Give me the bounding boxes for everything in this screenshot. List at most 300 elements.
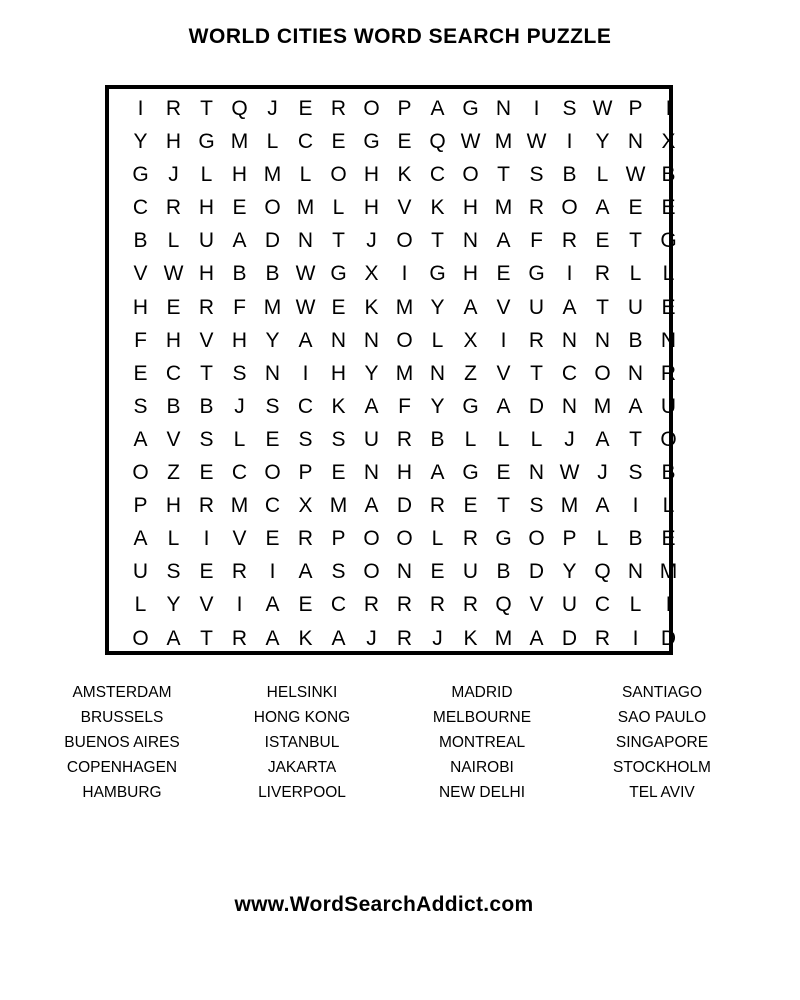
letter-grid (124, 92, 685, 655)
grid-letter[interactable]: E (199, 461, 214, 485)
grid-letter[interactable]: W (526, 130, 547, 154)
grid-letter[interactable]: L (266, 130, 279, 154)
grid-letter[interactable]: E (595, 229, 610, 253)
grid-letter[interactable]: Y (364, 361, 379, 385)
grid-letter[interactable]: C (165, 361, 182, 385)
grid-letter[interactable]: Z (464, 361, 477, 385)
grid-letter[interactable]: A (298, 560, 313, 584)
grid-letter[interactable]: V (199, 328, 214, 352)
grid-letter[interactable]: A (133, 427, 148, 451)
grid-letter[interactable]: N (462, 229, 479, 253)
grid-letter[interactable]: R (462, 527, 479, 551)
grid-letter[interactable]: E (661, 196, 676, 220)
grid-letter[interactable]: G (528, 262, 545, 286)
grid-letter[interactable]: M (494, 130, 513, 154)
grid-letter[interactable]: J (366, 229, 377, 253)
grid-letter[interactable]: U (363, 427, 380, 451)
grid-letter[interactable]: R (594, 626, 611, 650)
grid-letter[interactable]: S (529, 163, 544, 187)
grid-letter[interactable]: T (530, 361, 543, 385)
grid-letter[interactable]: L (332, 196, 345, 220)
grid-letter[interactable]: V (529, 593, 544, 617)
grid-letter[interactable]: T (629, 229, 642, 253)
grid-letter[interactable]: C (231, 461, 248, 485)
grid-letter[interactable]: H (396, 461, 413, 485)
grid-letter[interactable]: B (199, 394, 214, 418)
grid-letter[interactable]: E (661, 527, 676, 551)
grid-letter[interactable]: G (429, 262, 446, 286)
grid-letter[interactable]: J (366, 626, 377, 650)
grid-letter[interactable]: O (330, 163, 347, 187)
grid-letter[interactable]: Y (166, 593, 181, 617)
grid-letter[interactable]: R (165, 196, 182, 220)
grid-letter[interactable]: W (592, 97, 613, 120)
grid-letter[interactable]: H (231, 328, 248, 352)
grid-letter[interactable]: N (264, 361, 281, 385)
grid-letter[interactable]: W (295, 295, 316, 319)
grid-letter[interactable]: U (198, 229, 215, 253)
grid-letter[interactable]: B (628, 527, 643, 551)
grid-letter[interactable]: O (363, 560, 380, 584)
grid-letter[interactable]: I (632, 494, 639, 518)
grid-letter[interactable]: I (566, 130, 573, 154)
grid-letter[interactable]: Y (430, 295, 445, 319)
grid-letter[interactable]: O (528, 527, 545, 551)
grid-letter[interactable]: L (167, 229, 180, 253)
grid-letter[interactable]: L (629, 593, 642, 617)
grid-letter[interactable]: R (660, 361, 677, 385)
grid-letter[interactable]: W (625, 163, 646, 187)
grid-letter[interactable]: T (629, 427, 642, 451)
grid-letter[interactable]: C (330, 593, 347, 617)
grid-row (124, 158, 685, 191)
grid-letter[interactable]: T (200, 361, 213, 385)
grid-letter[interactable]: R (363, 593, 380, 617)
grid-letter[interactable]: N (363, 461, 380, 485)
word-list-item: AMSTERDAM (72, 684, 172, 701)
grid-letter[interactable]: D (660, 626, 677, 650)
grid-letter[interactable]: F (233, 295, 246, 319)
grid-letter[interactable]: B (133, 229, 148, 253)
grid-letter[interactable]: J (597, 461, 608, 485)
grid-letter[interactable]: J (432, 626, 443, 650)
grid-letter[interactable]: A (265, 626, 280, 650)
grid-letter[interactable]: K (298, 626, 313, 650)
grid-letter[interactable]: E (166, 295, 181, 319)
grid-letter[interactable]: O (396, 229, 413, 253)
grid-letter[interactable]: Y (595, 130, 610, 154)
grid-letter[interactable]: C (264, 494, 281, 518)
grid-letter[interactable]: I (236, 593, 243, 617)
grid-letter[interactable]: O (561, 196, 578, 220)
grid-letter[interactable]: A (562, 295, 577, 319)
grid-letter[interactable]: Y (562, 560, 577, 584)
grid-letter[interactable]: R (462, 593, 479, 617)
grid-letter[interactable]: T (332, 229, 345, 253)
grid-letter[interactable]: A (628, 394, 643, 418)
grid-letter[interactable]: D (528, 560, 545, 584)
grid-letter[interactable]: W (559, 461, 580, 485)
grid-letter[interactable]: I (665, 97, 672, 120)
grid-letter[interactable]: P (628, 97, 643, 120)
grid-letter[interactable]: G (660, 229, 677, 253)
grid-letter[interactable]: A (265, 593, 280, 617)
grid-letter[interactable]: S (133, 394, 148, 418)
grid-letter[interactable]: E (199, 560, 214, 584)
grid-letter[interactable]: M (230, 494, 249, 518)
grid-letter[interactable]: E (496, 461, 511, 485)
grid-letter[interactable]: I (137, 97, 144, 120)
grid-letter[interactable]: R (528, 328, 545, 352)
grid-letter[interactable]: E (133, 361, 148, 385)
grid-letter[interactable]: N (627, 130, 644, 154)
grid-letter[interactable]: F (398, 394, 411, 418)
grid-letter[interactable]: R (231, 626, 248, 650)
grid-letter[interactable]: H (165, 328, 182, 352)
grid-letter[interactable]: S (199, 427, 214, 451)
grid-letter[interactable]: A (595, 196, 610, 220)
grid-letter[interactable]: T (497, 163, 510, 187)
grid-letter[interactable]: N (627, 560, 644, 584)
grid-letter[interactable]: M (659, 560, 678, 584)
grid-letter[interactable]: G (132, 163, 149, 187)
grid-letter[interactable]: H (363, 196, 380, 220)
grid-letter[interactable]: O (462, 163, 479, 187)
grid-letter[interactable]: N (561, 328, 578, 352)
grid-letter[interactable]: H (198, 196, 215, 220)
grid-letter[interactable]: B (166, 394, 181, 418)
grid-letter[interactable]: N (660, 328, 677, 352)
grid-letter[interactable]: W (460, 130, 481, 154)
grid-letter[interactable]: O (363, 527, 380, 551)
grid-letter[interactable]: Q (429, 130, 446, 154)
grid-letter[interactable]: Y (133, 130, 148, 154)
grid-letter[interactable]: C (561, 361, 578, 385)
grid-letter[interactable]: H (462, 262, 479, 286)
grid-letter[interactable]: V (166, 427, 181, 451)
grid-letter[interactable]: C (132, 196, 149, 220)
grid-letter[interactable]: G (462, 461, 479, 485)
grid-letter[interactable]: S (265, 394, 280, 418)
grid-letter[interactable]: K (397, 163, 412, 187)
grid-letter[interactable]: X (298, 494, 313, 518)
grid-letter[interactable]: M (296, 196, 315, 220)
grid-letter[interactable]: L (629, 262, 642, 286)
grid-letter[interactable]: L (497, 427, 510, 451)
grid-letter[interactable]: M (263, 163, 282, 187)
grid-letter[interactable]: L (596, 163, 609, 187)
grid-letter[interactable]: E (397, 130, 412, 154)
grid-letter[interactable]: G (462, 97, 479, 120)
grid-letter[interactable]: V (397, 196, 412, 220)
grid-letter[interactable]: B (661, 163, 676, 187)
grid-letter[interactable]: I (203, 527, 210, 551)
grid-letter[interactable]: C (297, 130, 314, 154)
grid-letter[interactable]: U (627, 295, 644, 319)
grid-letter[interactable]: O (363, 97, 380, 120)
grid-letter[interactable]: A (595, 494, 610, 518)
grid-letter[interactable]: C (297, 394, 314, 418)
grid-letter[interactable]: G (495, 527, 512, 551)
grid-letter[interactable]: L (464, 427, 477, 451)
grid-letter[interactable]: O (132, 461, 149, 485)
grid-letter[interactable]: T (596, 295, 609, 319)
grid-letter[interactable]: Y (265, 328, 280, 352)
grid-letter[interactable]: A (331, 626, 346, 650)
grid-letter[interactable]: N (561, 394, 578, 418)
grid-letter[interactable]: U (462, 560, 479, 584)
grid-letter[interactable]: H (363, 163, 380, 187)
grid-letter[interactable]: L (662, 494, 675, 518)
grid-letter[interactable]: O (396, 527, 413, 551)
grid-letter[interactable]: A (496, 394, 511, 418)
grid-letter[interactable]: D (561, 626, 578, 650)
grid-letter[interactable]: P (562, 527, 577, 551)
grid-letter[interactable]: N (495, 97, 512, 120)
grid-letter[interactable]: T (497, 494, 510, 518)
grid-letter[interactable]: L (233, 427, 246, 451)
grid-letter[interactable]: E (463, 494, 478, 518)
grid-letter[interactable]: M (593, 394, 612, 418)
grid-letter[interactable]: R (231, 560, 248, 584)
grid-letter[interactable]: L (299, 163, 312, 187)
grid-letter[interactable]: M (395, 295, 414, 319)
grid-letter[interactable]: A (166, 626, 181, 650)
grid-letter[interactable]: H (132, 295, 149, 319)
grid-letter[interactable]: L (167, 527, 180, 551)
grid-letter[interactable]: E (496, 262, 511, 286)
grid-letter[interactable]: V (496, 295, 511, 319)
grid-letter[interactable]: E (331, 295, 346, 319)
grid-letter[interactable]: I (665, 593, 672, 617)
grid-row (124, 92, 685, 125)
grid-letter[interactable]: R (396, 593, 413, 617)
grid-letter[interactable]: S (529, 494, 544, 518)
grid-letter[interactable]: M (560, 494, 579, 518)
grid-letter[interactable]: L (200, 163, 213, 187)
grid-letter[interactable]: U (132, 560, 149, 584)
grid-letter[interactable]: E (298, 593, 313, 617)
grid-letter[interactable]: C (429, 163, 446, 187)
grid-letter[interactable]: L (431, 527, 444, 551)
grid-letter[interactable]: B (628, 328, 643, 352)
grid-letter[interactable]: A (133, 527, 148, 551)
grid-letter[interactable]: W (295, 262, 316, 286)
grid-letter[interactable]: R (165, 97, 182, 120)
grid-letter[interactable]: A (364, 494, 379, 518)
grid-letter[interactable]: Q (594, 560, 611, 584)
grid-letter[interactable]: A (595, 427, 610, 451)
word-column (32, 680, 212, 805)
grid-letter[interactable]: M (329, 494, 348, 518)
grid-letter[interactable]: Y (430, 394, 445, 418)
grid-letter[interactable]: D (528, 394, 545, 418)
grid-letter[interactable]: V (496, 361, 511, 385)
grid-letter[interactable]: X (463, 328, 478, 352)
grid-letter[interactable]: E (661, 295, 676, 319)
grid-letter[interactable]: X (661, 130, 676, 154)
grid-letter[interactable]: A (463, 295, 478, 319)
grid-letter[interactable]: N (528, 461, 545, 485)
grid-letter[interactable]: E (331, 130, 346, 154)
grid-letter[interactable]: N (627, 361, 644, 385)
grid-letter[interactable]: I (500, 328, 507, 352)
grid-letter[interactable]: M (494, 626, 513, 650)
grid-letter[interactable]: H (165, 494, 182, 518)
grid-letter[interactable]: V (232, 527, 247, 551)
grid-letter[interactable]: B (265, 262, 280, 286)
grid-letter[interactable]: E (232, 196, 247, 220)
grid-letter[interactable]: R (330, 97, 347, 120)
grid-letter[interactable]: U (561, 593, 578, 617)
grid-letter[interactable]: H (198, 262, 215, 286)
grid-letter[interactable]: V (133, 262, 148, 286)
grid-letter[interactable]: M (230, 130, 249, 154)
grid-letter[interactable]: H (462, 196, 479, 220)
grid-letter[interactable]: E (265, 527, 280, 551)
grid-letter[interactable]: Z (167, 461, 180, 485)
grid-letter[interactable]: U (528, 295, 545, 319)
grid-letter[interactable]: P (133, 494, 148, 518)
grid-letter[interactable]: H (330, 361, 347, 385)
grid-letter[interactable]: R (528, 196, 545, 220)
grid-letter[interactable]: I (401, 262, 408, 286)
grid-letter[interactable]: B (232, 262, 247, 286)
grid-letter[interactable]: D (264, 229, 281, 253)
grid-letter[interactable]: G (462, 394, 479, 418)
grid-letter[interactable]: I (302, 361, 309, 385)
grid-letter[interactable]: N (297, 229, 314, 253)
grid-letter[interactable]: S (166, 560, 181, 584)
grid-letter[interactable]: D (396, 494, 413, 518)
grid-letter[interactable]: L (596, 527, 609, 551)
grid-letter[interactable]: Q (231, 97, 248, 120)
grid-letter[interactable]: F (530, 229, 543, 253)
grid-letter[interactable]: N (396, 560, 413, 584)
grid-letter[interactable]: R (429, 593, 446, 617)
grid-letter[interactable]: U (660, 394, 677, 418)
grid-letter[interactable]: R (396, 427, 413, 451)
grid-letter[interactable]: O (660, 427, 677, 451)
grid-letter[interactable]: B (496, 560, 511, 584)
grid-letter[interactable]: Q (495, 593, 512, 617)
grid-letter[interactable]: S (331, 427, 346, 451)
word-list-item: TEL AVIV (629, 784, 695, 801)
grid-letter[interactable]: M (395, 361, 414, 385)
grid-letter[interactable]: G (330, 262, 347, 286)
grid-letter[interactable]: A (298, 328, 313, 352)
grid-letter[interactable]: R (297, 527, 314, 551)
grid-letter[interactable]: R (198, 494, 215, 518)
word-list-item: HONG KONG (253, 709, 351, 726)
grid-letter[interactable]: W (163, 262, 184, 286)
grid-letter[interactable]: S (331, 560, 346, 584)
grid-letter[interactable]: E (298, 97, 313, 120)
grid-letter[interactable]: R (198, 295, 215, 319)
grid-letter[interactable]: E (265, 427, 280, 451)
grid-letter[interactable]: O (264, 461, 281, 485)
grid-letter[interactable]: R (561, 229, 578, 253)
grid-letter[interactable]: N (429, 361, 446, 385)
grid-letter[interactable]: H (231, 163, 248, 187)
grid-letter[interactable]: M (494, 196, 513, 220)
grid-letter[interactable]: V (199, 593, 214, 617)
grid-letter[interactable]: X (364, 262, 379, 286)
grid-letter[interactable]: J (564, 427, 575, 451)
grid-letter[interactable]: R (429, 494, 446, 518)
grid-letter[interactable]: I (533, 97, 540, 120)
grid-letter[interactable]: H (165, 130, 182, 154)
grid-letter[interactable]: F (134, 328, 147, 352)
grid-letter[interactable]: O (396, 328, 413, 352)
grid-letter[interactable]: J (234, 394, 245, 418)
grid-letter[interactable]: N (594, 328, 611, 352)
grid-letter[interactable]: K (331, 394, 346, 418)
grid-row (124, 423, 685, 456)
grid-letter[interactable]: O (132, 626, 149, 650)
grid-letter[interactable]: G (363, 130, 380, 154)
grid-letter[interactable]: A (496, 229, 511, 253)
grid-letter[interactable]: E (628, 196, 643, 220)
site-url[interactable]: www.WordSearchAddict.com (234, 893, 534, 916)
grid-letter[interactable]: I (632, 626, 639, 650)
grid-letter[interactable]: A (529, 626, 544, 650)
grid-letter[interactable]: P (331, 527, 346, 551)
grid-letter[interactable]: S (232, 361, 247, 385)
grid-letter[interactable]: I (566, 262, 573, 286)
grid-letter[interactable]: C (594, 593, 611, 617)
grid-letter[interactable]: J (267, 97, 278, 120)
grid-letter[interactable]: S (562, 97, 577, 120)
grid-letter[interactable]: B (430, 427, 445, 451)
grid-letter[interactable]: K (430, 196, 445, 220)
grid-letter[interactable]: S (628, 461, 643, 485)
grid-letter[interactable]: O (594, 361, 611, 385)
grid-letter[interactable]: B (661, 461, 676, 485)
grid-letter[interactable]: K (463, 626, 478, 650)
grid-letter[interactable]: L (662, 262, 675, 286)
grid-letter[interactable]: A (232, 229, 247, 253)
grid-letter[interactable]: E (331, 461, 346, 485)
grid-letter[interactable]: A (364, 394, 379, 418)
grid-letter[interactable]: K (364, 295, 379, 319)
grid-letter[interactable]: E (430, 560, 445, 584)
grid-letter[interactable]: A (430, 461, 445, 485)
grid-letter[interactable]: N (363, 328, 380, 352)
grid-letter[interactable]: S (298, 427, 313, 451)
grid-letter[interactable]: R (396, 626, 413, 650)
grid-letter[interactable]: T (200, 626, 213, 650)
grid-row (124, 191, 685, 224)
grid-letter[interactable]: P (298, 461, 313, 485)
grid-letter[interactable]: A (430, 97, 445, 120)
grid-letter[interactable]: O (264, 196, 281, 220)
grid-letter[interactable]: G (198, 130, 215, 154)
grid-letter[interactable]: I (269, 560, 276, 584)
grid-letter[interactable]: R (594, 262, 611, 286)
grid-letter[interactable]: L (530, 427, 543, 451)
grid-letter[interactable]: M (263, 295, 282, 319)
word-list-item: NEW DELHI (438, 784, 526, 801)
grid-letter[interactable]: P (397, 97, 412, 120)
grid-letter[interactable]: L (134, 593, 147, 617)
grid-letter[interactable]: L (431, 328, 444, 352)
grid-letter[interactable]: T (200, 97, 213, 120)
grid-letter[interactable]: J (168, 163, 179, 187)
grid-letter[interactable]: B (562, 163, 577, 187)
grid-letter[interactable]: N (330, 328, 347, 352)
grid-letter[interactable]: T (431, 229, 444, 253)
